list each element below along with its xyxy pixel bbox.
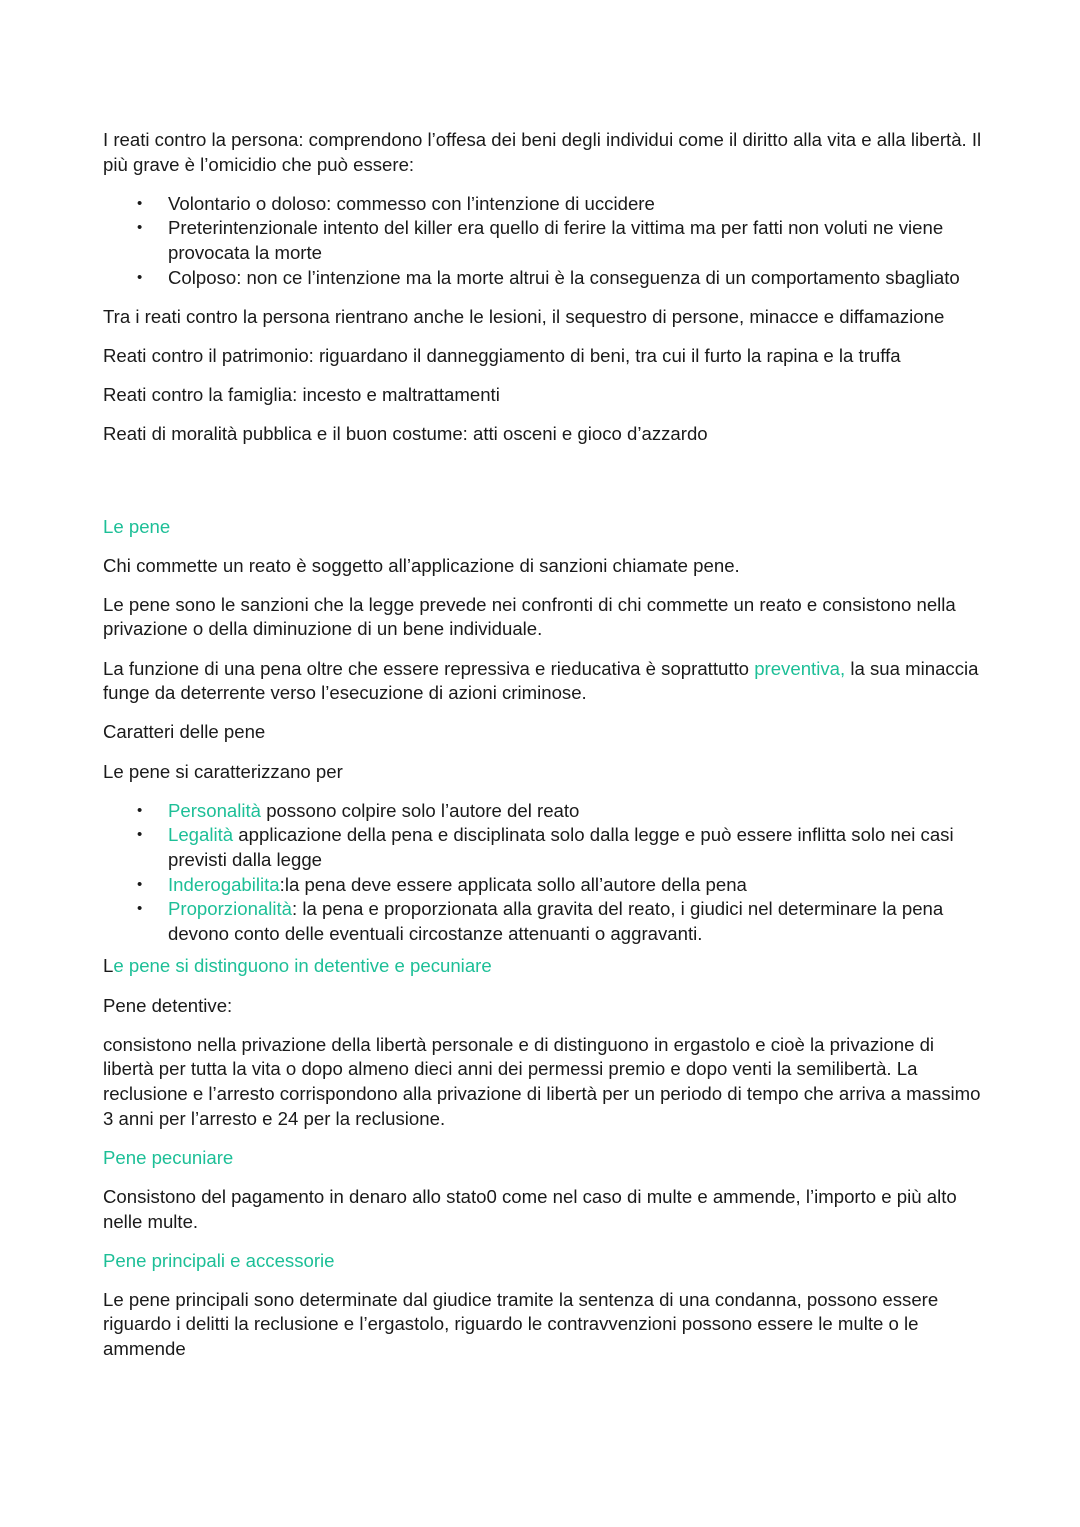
omicidio-types-list xyxy=(103,192,983,290)
pecuniare-paragraph: Consistono del pagamento in denaro allo stato0 come nel caso di multe e ammende, l’importo e più alto nelle multe. xyxy=(103,1185,957,1232)
list-item: • Inderogabilita:la pena deve essere applicata sollo all’autore della pena xyxy=(103,873,983,898)
term-highlight: Legalità xyxy=(168,824,234,846)
reati-persona-paragraph: Tra i reati contro la persona rientrano anche le lesioni, il sequestro di persone, minacce e diffamazione xyxy=(103,305,945,327)
reati-moralita-paragraph: Reati di moralità pubblica e il buon costume: atti osceni e gioco d’azzardo xyxy=(103,423,708,445)
term-highlight: Inderogabilita xyxy=(168,873,280,895)
bullet-icon: • xyxy=(137,268,143,286)
section-spacer xyxy=(103,462,983,515)
distinzione-heading: Le pene si distinguono in detentive e pecuniare xyxy=(103,955,492,977)
pecuniare-heading: Pene pecuniare xyxy=(103,1146,234,1168)
section-heading-pene: Le pene xyxy=(103,515,171,537)
caratteri-intro: Le pene si caratterizzano per xyxy=(103,760,343,782)
list-item: • Volontario o doloso: commesso con l’intenzione di uccidere xyxy=(103,192,983,217)
pene-paragraph-3: La funzione di una pena oltre che essere repressiva e rieducativa è soprattutto preventiva, la sua minaccia funge da deterrente verso l’esecuzione di azioni criminose. xyxy=(103,657,979,704)
pene-paragraph-2: Le pene sono le sanzioni che la legge prevede nei confronti di chi commette un reato e consistono nella privazione o della diminuzione di un bene individuale. xyxy=(103,593,956,640)
bullet-icon: • xyxy=(137,826,143,844)
highlight-preventiva: preventiva, xyxy=(754,657,846,679)
term-highlight: Proporzionalità xyxy=(168,898,293,920)
bullet-icon: • xyxy=(137,194,143,212)
reati-patrimonio-paragraph: Reati contro il patrimonio: riguardano il danneggiamento di beni, tra cui il furto la rapina e la truffa xyxy=(103,344,901,366)
list-item: • Colposo: non ce l’intenzione ma la morte altrui è la conseguenza di un comportamento sbagliato xyxy=(103,266,983,291)
reati-famiglia-paragraph: Reati contro la famiglia: incesto e maltrattamenti xyxy=(103,384,500,406)
pene-paragraph-1: Chi commette un reato è soggetto all’applicazione di sanzioni chiamate pene. xyxy=(103,554,740,576)
list-item: • Preterintenzionale intento del killer era quello di ferire la vittima ma per fatti non voluti ne viene provocata la morte xyxy=(137,217,944,263)
list-item: • Proporzionalità: la pena e proporzionata alla gravita del reato, i giudici nel determinare la pena devono conto delle eventuali circostanze attenuanti o aggravanti. xyxy=(137,898,944,944)
bullet-icon: • xyxy=(137,219,143,237)
bullet-icon: • xyxy=(137,900,143,918)
bullet-icon: • xyxy=(137,801,143,819)
caratteri-list xyxy=(103,799,983,947)
bullet-icon: • xyxy=(137,875,143,893)
principali-heading: Pene principali e accessorie xyxy=(103,1249,335,1271)
intro-paragraph: I reati contro la persona: comprendono l’offesa dei beni degli individui come il diritto alla vita e alla libertà. Il più grave è l’omicidio che può essere: xyxy=(103,129,982,175)
principali-paragraph: Le pene principali sono determinate dal giudice tramite la sentenza di una condanna, possono essere riguardo i delitti la reclusione e l’ergastolo, riguardo le contravvenzioni possono essere le multe o le ammende xyxy=(103,1288,939,1360)
caratteri-heading: Caratteri delle pene xyxy=(103,721,266,743)
detentive-paragraph: consistono nella privazione della libertà personale e di distinguono in ergastolo e cioè la privazione di libertà per tutta la vita o dopo almeno dieci anni dei permessi premio e dopo venti la semilibertà. La reclusione e l’arresto corrispondono alla privazione di libertà per un periodo di tempo che arriva a massimo 3 anni per l’arresto e 24 per la reclusione. xyxy=(103,1033,981,1129)
term-highlight: Personalità xyxy=(168,799,262,821)
list-item: • Personalità possono colpire solo l’autore del reato xyxy=(103,799,983,824)
document-page xyxy=(103,128,983,1376)
detentive-heading: Pene detentive: xyxy=(103,994,233,1016)
list-item: • Legalità applicazione della pena e disciplinata solo dalla legge e può essere inflitta solo nei casi previsti dalla legge xyxy=(137,824,954,870)
